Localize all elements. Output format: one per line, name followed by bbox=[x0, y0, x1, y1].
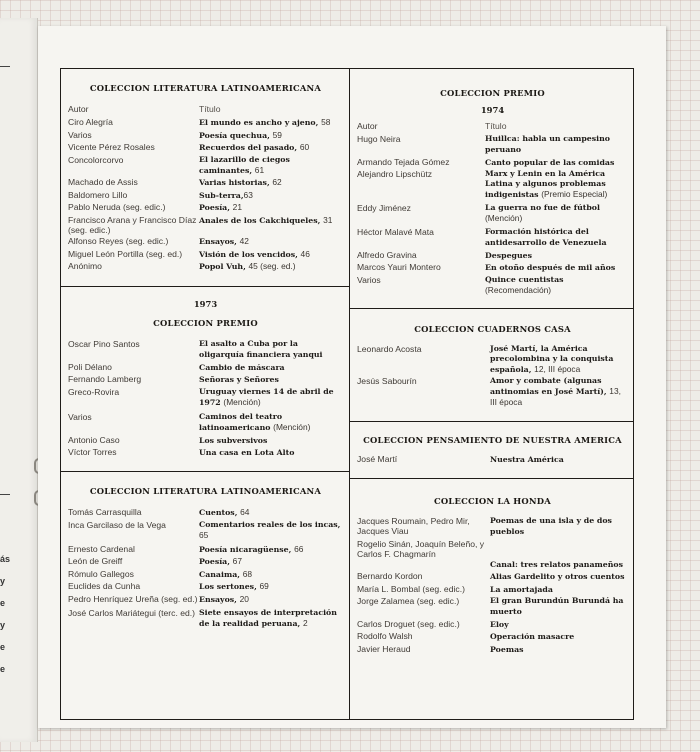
book-title: Caminos del teatro latinoamericano bbox=[199, 411, 283, 432]
author: Rómulo Gallegos bbox=[68, 568, 134, 579]
author: María L. Bombal (seg. edic.) bbox=[357, 583, 465, 594]
section-divider bbox=[350, 421, 634, 422]
list-item bbox=[68, 507, 343, 518]
author: Hugo Neira bbox=[357, 134, 401, 144]
note: 68 bbox=[242, 568, 253, 579]
author: Antonio Caso bbox=[68, 434, 120, 445]
author: Jorge Zalamea (seg. edic.) bbox=[357, 596, 460, 606]
note: 66 bbox=[294, 543, 304, 554]
author: Rodolfo Walsh bbox=[357, 631, 413, 641]
book-title: Visión de los vencidos, bbox=[199, 249, 298, 259]
author: Machado de Assis bbox=[68, 177, 138, 187]
author: Varios bbox=[68, 411, 92, 422]
book-title: Canaima, bbox=[199, 569, 240, 579]
book-title: Los subversivos bbox=[199, 435, 268, 445]
book-title: Canal: tres relatos panameños bbox=[490, 559, 623, 569]
list-item bbox=[68, 544, 343, 555]
section-title: COLECCION LITERATURA LATINOAMERICANA bbox=[89, 486, 322, 496]
note: 12, III época bbox=[534, 363, 581, 374]
catalog-page bbox=[38, 26, 666, 728]
book-title: Popol Vuh, bbox=[199, 262, 246, 271]
author: Héctor Malavé Mata bbox=[357, 227, 434, 237]
author: Francisco Arana y Francisco Díaz (seg. edic.) bbox=[68, 214, 197, 235]
book-title: En otoño después de mil años bbox=[485, 263, 616, 272]
section-title: COLECCION PREMIO bbox=[440, 88, 545, 98]
book-title: Señoras y Señores bbox=[199, 375, 279, 384]
title-header: Título bbox=[199, 104, 221, 114]
list-item bbox=[357, 516, 628, 537]
list-item bbox=[357, 250, 628, 261]
author: Poli Délano bbox=[68, 361, 112, 372]
list-item bbox=[68, 520, 343, 541]
note: 65 bbox=[199, 529, 209, 540]
note: (Mención) bbox=[273, 421, 311, 432]
author: Varios bbox=[68, 129, 92, 140]
book-title: Poemas de una isla y de dos pueblos bbox=[490, 516, 612, 536]
book-title: Cuentos, bbox=[199, 508, 238, 517]
list-item bbox=[357, 262, 628, 273]
author-header: Autor bbox=[357, 121, 378, 131]
list-item bbox=[68, 190, 343, 201]
note: 20 bbox=[239, 593, 249, 604]
book-title: Eloy bbox=[490, 619, 509, 629]
prev-page-rule bbox=[0, 494, 10, 495]
right-column bbox=[350, 69, 634, 656]
author: Ciro Alegría bbox=[68, 117, 113, 127]
author: Concolorcorvo bbox=[68, 154, 124, 165]
author: Alfonso Reyes (seg. edic.) bbox=[68, 236, 169, 246]
note: 13, III época bbox=[490, 386, 621, 407]
list-item bbox=[68, 569, 343, 580]
book-title: Siete ensayos de interpretación de la realidad peruana, bbox=[199, 607, 337, 628]
book-title: Comentarios reales de los incas, bbox=[199, 519, 341, 529]
section-literatura-1 bbox=[61, 83, 349, 272]
book-title: José Martí, la América precolombina y la conquista española, bbox=[490, 343, 614, 374]
author: Jesús Sabourín bbox=[357, 376, 417, 386]
author: Euclides da Cunha bbox=[68, 581, 141, 591]
left-column bbox=[61, 69, 349, 630]
note: (Mención) bbox=[223, 396, 261, 407]
author: Eddy Jiménez bbox=[357, 203, 411, 213]
section-title: COLECCION LITERATURA LATINOAMERICANA bbox=[89, 83, 322, 93]
section-pensamiento bbox=[350, 435, 634, 465]
list-item bbox=[68, 236, 343, 247]
note: 61 bbox=[254, 164, 265, 175]
section-title: COLECCION PENSAMIENTO DE NUESTRA AMERICA bbox=[363, 435, 622, 445]
book-title: Poesía quechua, bbox=[199, 130, 270, 140]
book-title: Recuerdos del pasado, bbox=[199, 143, 298, 152]
list-item bbox=[357, 631, 628, 642]
author: Ernesto Cardenal bbox=[68, 543, 135, 554]
note: 31 bbox=[323, 214, 333, 225]
prev-fragment: ás bbox=[0, 554, 11, 564]
previous-page-edge bbox=[0, 18, 38, 742]
list-item bbox=[68, 202, 343, 213]
section-title: COLECCION PREMIO bbox=[153, 318, 258, 328]
list-item bbox=[68, 447, 343, 458]
book-title: Anales de los Cakchiqueles, bbox=[199, 215, 321, 225]
list-item bbox=[68, 374, 343, 385]
note: 21 bbox=[232, 202, 242, 212]
list-item bbox=[68, 435, 343, 446]
list-item bbox=[68, 155, 343, 176]
section-divider bbox=[61, 286, 349, 287]
list-item bbox=[357, 584, 628, 595]
prev-fragment: e bbox=[0, 598, 6, 608]
list-item bbox=[68, 387, 343, 408]
author: Pablo Neruda (seg. edic.) bbox=[68, 202, 166, 212]
book-title: Cambio de máscara bbox=[199, 362, 285, 372]
book-title: Sub-terra, bbox=[199, 190, 244, 200]
book-title: La amortajada bbox=[490, 584, 553, 594]
book-title: El lazarillo de ciegos caminantes, bbox=[199, 154, 290, 175]
column-headers bbox=[68, 104, 343, 114]
list-item bbox=[357, 619, 628, 630]
section-title: COLECCION LA HONDA bbox=[434, 496, 551, 506]
author: Marcos Yauri Montero bbox=[357, 262, 441, 272]
section-year: 1973 bbox=[193, 299, 218, 309]
list-item bbox=[68, 177, 343, 188]
list-item bbox=[357, 454, 628, 465]
book-title: Marx y Lenin en la América Latina y algunos problemas indigenistas bbox=[485, 169, 606, 199]
note: 62 bbox=[272, 177, 282, 187]
list-item bbox=[357, 275, 628, 296]
list-item bbox=[68, 594, 343, 605]
note: 67 bbox=[232, 556, 242, 566]
author: Rogelio Sinán, Joaquín Beleño, y Carlos F. Chagmarín bbox=[357, 538, 485, 559]
section-divider bbox=[350, 478, 634, 479]
list-item bbox=[68, 581, 343, 592]
list-item bbox=[357, 539, 628, 570]
list-item bbox=[357, 157, 628, 168]
book-title: Canto popular de las comidas bbox=[485, 157, 615, 167]
author: Greco-Rovira bbox=[68, 386, 120, 397]
book-title: Poesía, bbox=[199, 203, 230, 212]
catalog-frame bbox=[60, 68, 634, 720]
book-title: Uruguay viernes 14 de abril de 1972 bbox=[199, 386, 334, 407]
list-item bbox=[357, 227, 628, 248]
list-item bbox=[68, 249, 343, 260]
list-item bbox=[357, 644, 628, 655]
book-title: Ensayos, bbox=[199, 594, 237, 604]
book-title: El mundo es ancho y ajeno, bbox=[199, 118, 319, 127]
list-item bbox=[357, 169, 628, 200]
author: Alfredo Gravina bbox=[357, 249, 417, 260]
note: 2 bbox=[302, 617, 308, 628]
prev-fragment: e bbox=[0, 642, 6, 652]
book-title: Amor y combate (algunas antinomias en José Martí), bbox=[490, 376, 607, 396]
author: Víctor Torres bbox=[68, 447, 117, 457]
author-header: Autor bbox=[68, 104, 89, 114]
author: Jacques Roumain, Pedro Mir, Jacques Viau bbox=[357, 516, 470, 536]
book-title: El asalto a Cuba por la oligarquía financiera yanqui bbox=[199, 339, 323, 359]
note: 63 bbox=[243, 189, 253, 200]
section-la-honda bbox=[350, 496, 634, 655]
list-item bbox=[357, 596, 628, 617]
author: Vicente Pérez Rosales bbox=[68, 142, 155, 152]
note: 58 bbox=[321, 117, 331, 127]
list-item bbox=[357, 571, 628, 582]
list-item bbox=[68, 362, 343, 373]
author: Javier Heraud bbox=[357, 643, 411, 654]
section-premio-1973 bbox=[61, 299, 349, 458]
note: 59 bbox=[272, 129, 282, 140]
section-divider bbox=[61, 471, 349, 472]
author: Anónimo bbox=[68, 261, 102, 271]
author: Pedro Henríquez Ureña (seg. ed.) bbox=[68, 593, 198, 604]
author: Alejandro Lipschütz bbox=[357, 169, 433, 179]
section-literatura-2 bbox=[61, 486, 349, 629]
book-title: Huillca: habla un campesino peruano bbox=[485, 134, 610, 154]
author: Miguel León Portilla (seg. ed.) bbox=[68, 248, 183, 259]
section-year: 1974 bbox=[480, 105, 505, 115]
book-title: Quince cuentistas bbox=[485, 274, 564, 284]
book-title: Varias historias, bbox=[199, 178, 270, 187]
list-item bbox=[68, 142, 343, 153]
list-item bbox=[68, 215, 343, 235]
author: Fernando Lamberg bbox=[68, 374, 142, 384]
author: Armando Tejada Gómez bbox=[357, 156, 450, 167]
note: 69 bbox=[259, 581, 269, 591]
list-item bbox=[68, 130, 343, 141]
prev-fragment: e bbox=[0, 664, 6, 674]
list-item bbox=[68, 556, 343, 567]
book-title: Ensayos, bbox=[199, 237, 237, 246]
author: León de Greiff bbox=[68, 556, 123, 566]
book-title: Despegues bbox=[485, 250, 532, 260]
list-item bbox=[68, 261, 343, 272]
author: José Martí bbox=[357, 454, 398, 464]
list-item bbox=[357, 344, 628, 375]
list-item bbox=[68, 339, 343, 360]
note: 45 (seg. ed.) bbox=[248, 261, 296, 271]
note: (Premio Especial) bbox=[541, 189, 608, 199]
prev-page-fragments bbox=[0, 548, 12, 680]
section-title: COLECCION CUADERNOS CASA bbox=[414, 323, 571, 334]
prev-fragment: y bbox=[0, 576, 6, 586]
book-title: Poesía, bbox=[199, 557, 230, 566]
section-divider bbox=[350, 308, 634, 309]
book-title: El gran Burundún Burundá ha muerto bbox=[490, 596, 624, 616]
book-title: Una casa en Lota Alto bbox=[199, 448, 295, 457]
book-title: Operación masacre bbox=[490, 632, 575, 641]
author: Oscar Pino Santos bbox=[68, 339, 140, 349]
prev-fragment: y bbox=[0, 620, 6, 630]
book-title: Nuestra América bbox=[490, 455, 564, 464]
note: 46 bbox=[300, 248, 310, 259]
author: Varios bbox=[357, 274, 381, 285]
note: 64 bbox=[240, 507, 250, 517]
prev-page-rule bbox=[0, 66, 10, 67]
book-title: Poemas bbox=[490, 644, 524, 654]
author: Leonardo Acosta bbox=[357, 343, 422, 354]
author: Baldomero Lillo bbox=[68, 189, 128, 200]
author: Inca Garcilaso de la Vega bbox=[68, 519, 166, 530]
list-item bbox=[357, 376, 628, 408]
book-title: Formación histórica del antidesarrollo de Venezuela bbox=[485, 227, 607, 247]
note: (Recomendación) bbox=[485, 284, 552, 295]
list-item bbox=[68, 117, 343, 128]
note: (Mención) bbox=[485, 213, 523, 223]
section-premio-1974 bbox=[350, 88, 634, 296]
book-title: Los sertones, bbox=[199, 582, 257, 591]
book-title: La guerra no fue de fútbol bbox=[485, 203, 600, 212]
list-item bbox=[68, 412, 343, 433]
section-cuadernos-casa bbox=[350, 324, 634, 409]
list-item bbox=[357, 203, 628, 224]
author: Tomás Carrasquilla bbox=[68, 507, 142, 517]
book-title: Poesía nicaragüense, bbox=[199, 544, 292, 554]
author: Carlos Droguet (seg. edic.) bbox=[357, 618, 460, 629]
author: Bernardo Kordon bbox=[357, 571, 423, 581]
note: 60 bbox=[299, 142, 310, 152]
list-item bbox=[357, 134, 628, 155]
book-title: Alias Gardelito y otros cuentos bbox=[490, 572, 625, 581]
note: 42 bbox=[239, 236, 249, 246]
column-headers bbox=[357, 121, 628, 131]
list-item bbox=[68, 608, 343, 629]
author: José Carlos Mariátegui (terc. ed.) bbox=[68, 607, 196, 618]
title-header: Título bbox=[485, 121, 507, 131]
